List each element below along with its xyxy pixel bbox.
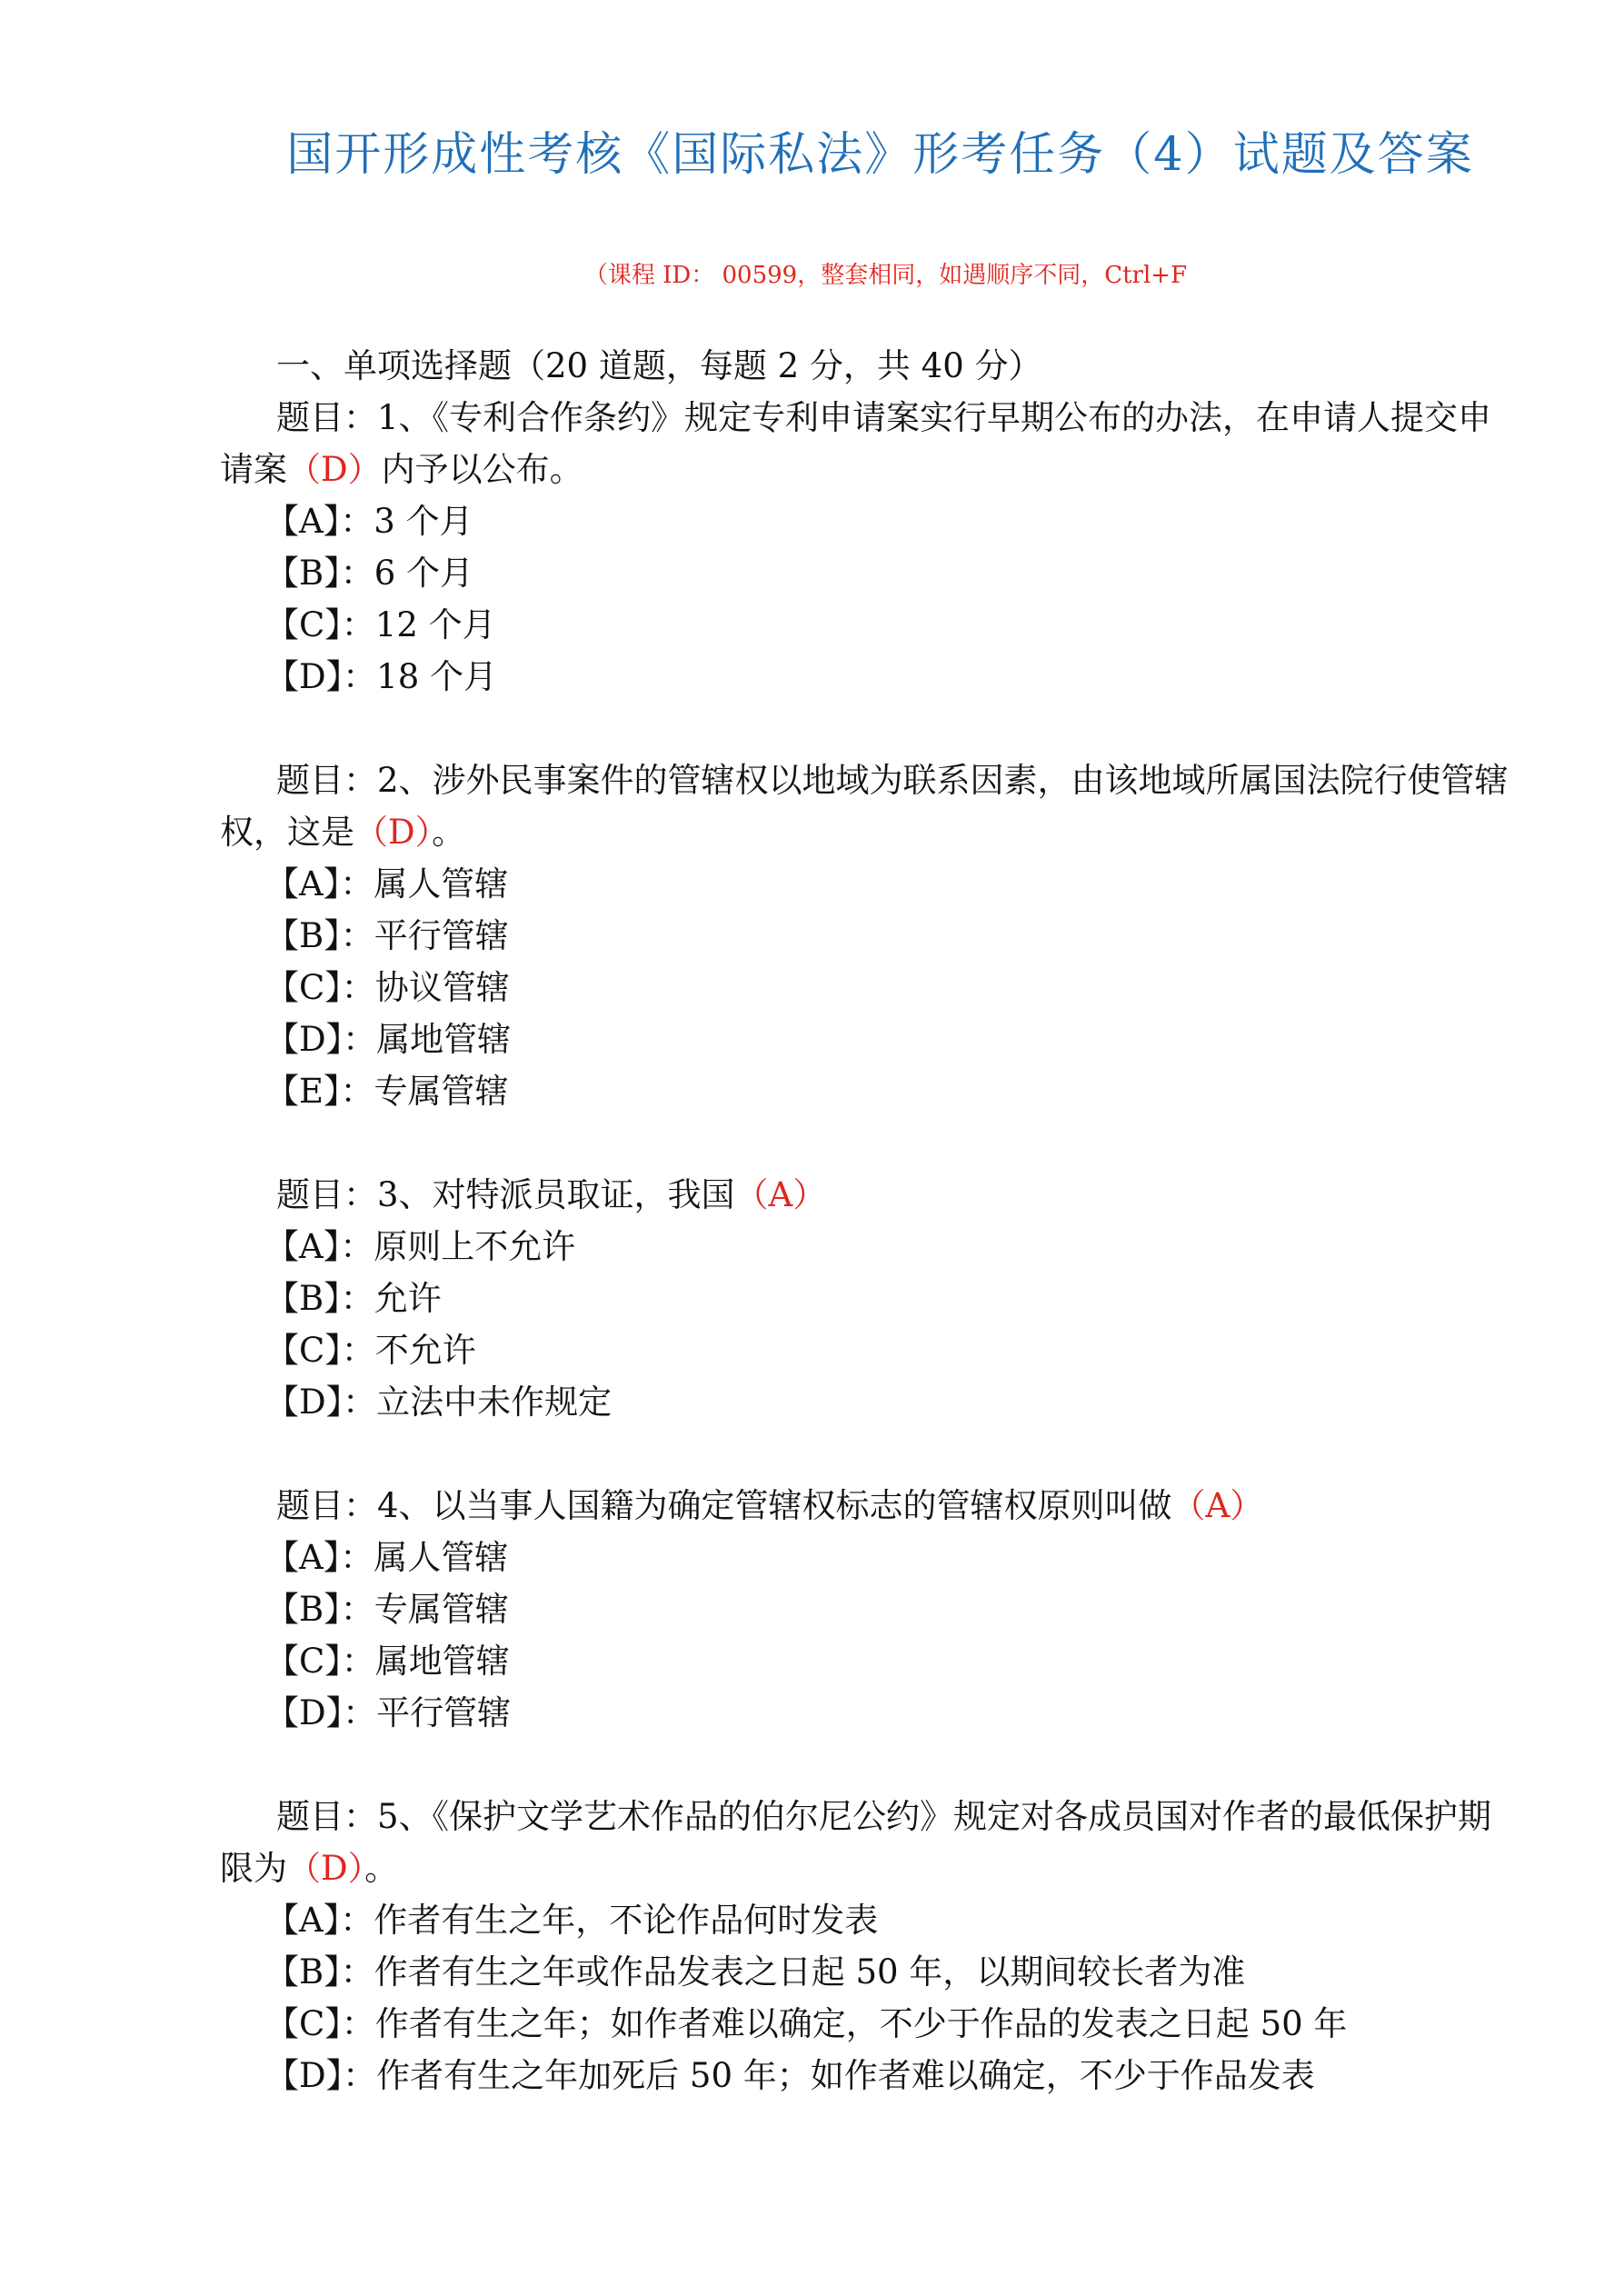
option-d: 【D】：作者有生之年加死后 50 年；如作者难以确定，不少于作品发表 <box>265 2056 1315 2095</box>
option-a: 【A】：3 个月 <box>265 502 473 541</box>
stem-text: 题目：3、对特派员取证，我国 <box>276 1175 735 1214</box>
option-d: 【D】：立法中未作规定 <box>265 1383 613 1422</box>
option-d: 【D】：属地管辖 <box>265 1020 512 1059</box>
question-stem <box>220 1169 1510 1221</box>
section-title: 一、单项选择题（20 道题，每题 2 分，共 40 分） <box>276 346 1042 385</box>
option-a: 【A】：属人管辖 <box>265 864 509 903</box>
option-b: 【B】：专属管辖 <box>265 1590 509 1629</box>
stem-text: 题目：4、以当事人国籍为确定管辖权标志的管辖权原则叫做 <box>276 1486 1172 1525</box>
answer-mark: （D） <box>354 813 433 852</box>
question-stem <box>220 1480 1510 1532</box>
stem-text-tail: 。 <box>432 813 466 852</box>
option-c: 【C】：12 个月 <box>265 605 496 644</box>
question-3 <box>220 1169 1510 1428</box>
option-e: 【E】：专属管辖 <box>265 1072 509 1111</box>
answer-mark: （D） <box>287 1849 365 1888</box>
stem-text: 题目：5、《保护文学艺术作品的伯尔尼公约》规定对各成员国对作者的最低保护期限为 <box>220 1797 1492 1888</box>
option-c: 【C】：属地管辖 <box>265 1642 510 1681</box>
question-1 <box>220 392 1510 703</box>
document-body <box>220 340 1510 2153</box>
question-stem <box>220 1791 1510 1894</box>
option-b: 【B】：允许 <box>265 1279 442 1318</box>
stem-text-tail: 。 <box>364 1849 399 1888</box>
answer-mark: （D） <box>287 450 382 489</box>
option-a: 【A】：作者有生之年，不论作品何时发表 <box>265 1901 879 1940</box>
question-stem <box>220 392 1510 495</box>
question-stem <box>220 754 1510 858</box>
option-b: 【B】：平行管辖 <box>265 916 509 955</box>
question-4 <box>220 1480 1510 1739</box>
answer-mark: （A） <box>734 1175 827 1214</box>
course-id-note: （课程 ID： 00599，整套相同，如遇顺序不同，Ctrl+F <box>583 262 1188 289</box>
stem-text: 题目：1、《专利合作条约》规定专利申请案实行早期公布的办法，在申请人提交申请案 <box>220 398 1492 489</box>
option-a: 【A】：属人管辖 <box>265 1538 509 1577</box>
question-2 <box>220 754 1510 1117</box>
option-c: 【C】：作者有生之年；如作者难以确定，不少于作品的发表之日起 50 年 <box>265 2004 1348 2043</box>
option-a: 【A】：原则上不允许 <box>265 1227 576 1266</box>
question-5 <box>220 1791 1510 2101</box>
option-c: 【C】：协议管辖 <box>265 968 510 1007</box>
answer-mark: （A） <box>1171 1486 1264 1525</box>
page-title: 国开形成性考核《国际私法》形考任务（4）试题及答案 <box>286 128 1474 182</box>
option-c: 【C】：不允许 <box>265 1331 476 1370</box>
option-d: 【D】：18 个月 <box>265 657 498 696</box>
stem-text-tail: 内予以公布。 <box>381 450 583 489</box>
option-b: 【B】：6 个月 <box>265 554 473 593</box>
option-d: 【D】：平行管辖 <box>265 1693 512 1732</box>
stem-text: 题目：2、涉外民事案件的管辖权以地域为联系因素，由该地域所属国法院行使管辖权，这是 <box>220 761 1509 852</box>
option-b: 【B】：作者有生之年或作品发表之日起 50 年，以期间较长者为准 <box>265 1952 1246 1992</box>
